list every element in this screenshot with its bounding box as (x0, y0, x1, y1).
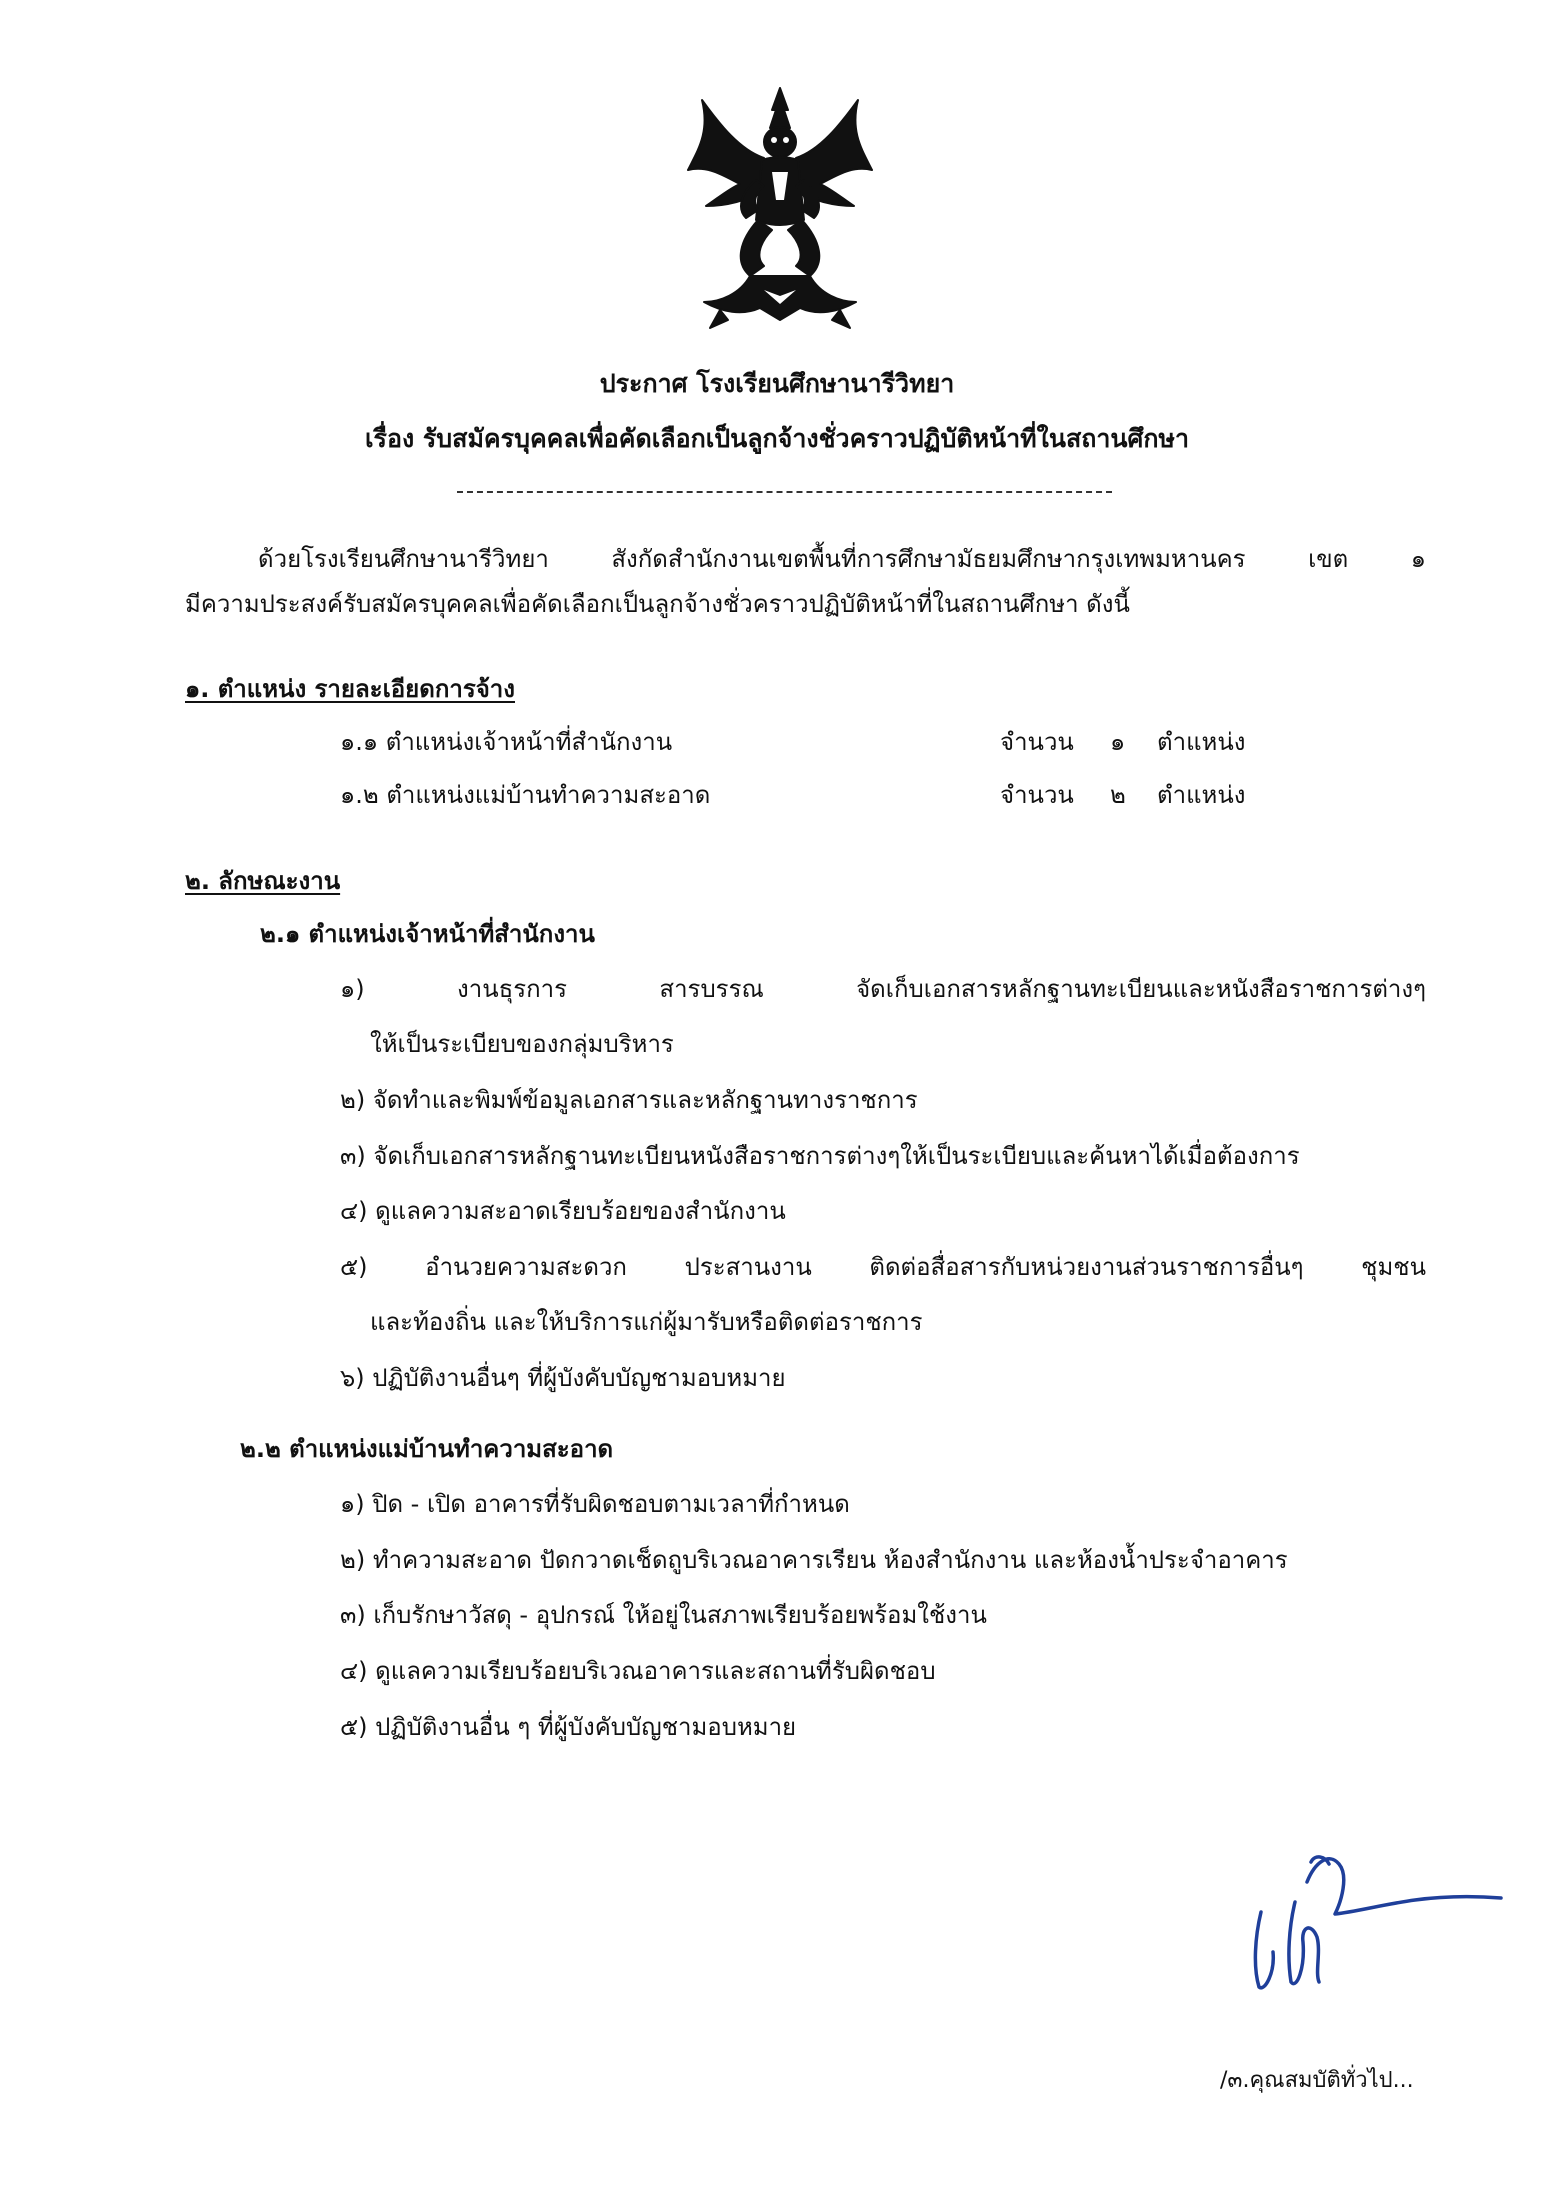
intro-line-1: ด้วยโรงเรียนศึกษานารีวิทยา สังกัดสำนักงานเขตพื้นที่การศึกษามัธยมศึกษากรุงเทพมหานคร เขต ๑ (258, 545, 1426, 573)
duty-2-1-item-4: ๔) ดูแลความสะอาดเรียบร้อยของสำนักงาน (340, 1197, 786, 1225)
duty-2-1-item-5: ๕) อำนวยความสะดวก ประสานงาน ติดต่อสื่อสารกับหน่วยงานส่วนราชการอื่นๆ ชุมชน (340, 1253, 1426, 1281)
duty-2-1-item-6: ๖) ปฏิบัติงานอื่นๆ ที่ผู้บังคับบัญชามอบหมาย (340, 1364, 786, 1392)
announcement-title: ประกาศ โรงเรียนศึกษานารีวิทยา (599, 369, 955, 398)
section-2-1-heading: ๒.๑ ตำแหน่งเจ้าหน้าที่สำนักงาน (260, 920, 595, 948)
section-1-heading: ๑. ตำแหน่ง รายละเอียดการจ้าง (185, 675, 515, 703)
duty-2-1-item-1-cont: ให้เป็นระเบียบของกลุ่มบริหาร (370, 1030, 674, 1058)
position-2-count: ๒ (1110, 781, 1126, 809)
duty-2-1-item-2: ๒) จัดทำและพิมพ์ข้อมูลเอกสารและหลักฐานทางราชการ (340, 1086, 918, 1114)
position-1-count: ๑ (1110, 728, 1126, 756)
announcement-subject: เรื่อง รับสมัครบุคคลเพื่อคัดเลือกเป็นลูกจ้างชั่วคราวปฏิบัติหน้าที่ในสถานศึกษา (364, 424, 1189, 453)
position-2-unit: ตำแหน่ง (1157, 781, 1246, 809)
duty-2-2-item-1: ๑) ปิด - เปิด อาคารที่รับผิดชอบตามเวลาที่กำหนด (340, 1490, 850, 1518)
duty-2-2-item-4: ๔) ดูแลความเรียบร้อยบริเวณอาคารและสถานที่รับผิดชอบ (340, 1657, 936, 1685)
handwritten-signature (1245, 1842, 1505, 2002)
duty-2-1-item-5-cont: และท้องถิ่น และให้บริการแก่ผู้มารับหรือติดต่อราชการ (370, 1308, 923, 1336)
position-1-label: ๑.๑ ตำแหน่งเจ้าหน้าที่สำนักงาน (340, 728, 673, 756)
position-1-unit: ตำแหน่ง (1157, 728, 1246, 756)
position-2-label: ๑.๒ ตำแหน่งแม่บ้านทำความสะอาด (340, 781, 711, 809)
position-1-count-label: จำนวน (1000, 728, 1074, 756)
garuda-emblem-icon (680, 80, 880, 340)
position-2-count-label: จำนวน (1000, 781, 1074, 809)
section-2-heading: ๒. ลักษณะงาน (185, 867, 341, 895)
duty-2-1-item-1: ๑) งานธุรการ สารบรรณ จัดเก็บเอกสารหลักฐานทะเบียนและหนังสือราชการต่างๆ (340, 975, 1426, 1003)
duty-2-1-item-3: ๓) จัดเก็บเอกสารหลักฐานทะเบียนหนังสือราชการต่างๆให้เป็นระเบียบและค้นหาได้เมื่อต้องการ (340, 1142, 1300, 1170)
continued-page-note: /๓.คุณสมบัติทั่วไป... (1220, 2068, 1414, 2093)
duty-2-2-item-3: ๓) เก็บรักษาวัสดุ - อุปกรณ์ ให้อยู่ในสภาพเรียบร้อยพร้อมใช้งาน (340, 1601, 987, 1629)
title-divider (457, 491, 1112, 493)
intro-line-2: มีความประสงค์รับสมัครบุคคลเพื่อคัดเลือกเป็นลูกจ้างชั่วคราวปฏิบัติหน้าที่ในสถานศึกษา ดังนี้ (185, 590, 1130, 618)
section-2-2-heading: ๒.๒ ตำแหน่งแม่บ้านทำความสะอาด (240, 1435, 614, 1463)
duty-2-2-item-5: ๕) ปฏิบัติงานอื่น ๆ ที่ผู้บังคับบัญชามอบหมาย (340, 1713, 797, 1741)
duty-2-2-item-2: ๒) ทำความสะอาด ปัดกวาดเช็ดถูบริเวณอาคารเรียน ห้องสำนักงาน และห้องน้ำประจำอาคาร (340, 1546, 1288, 1574)
